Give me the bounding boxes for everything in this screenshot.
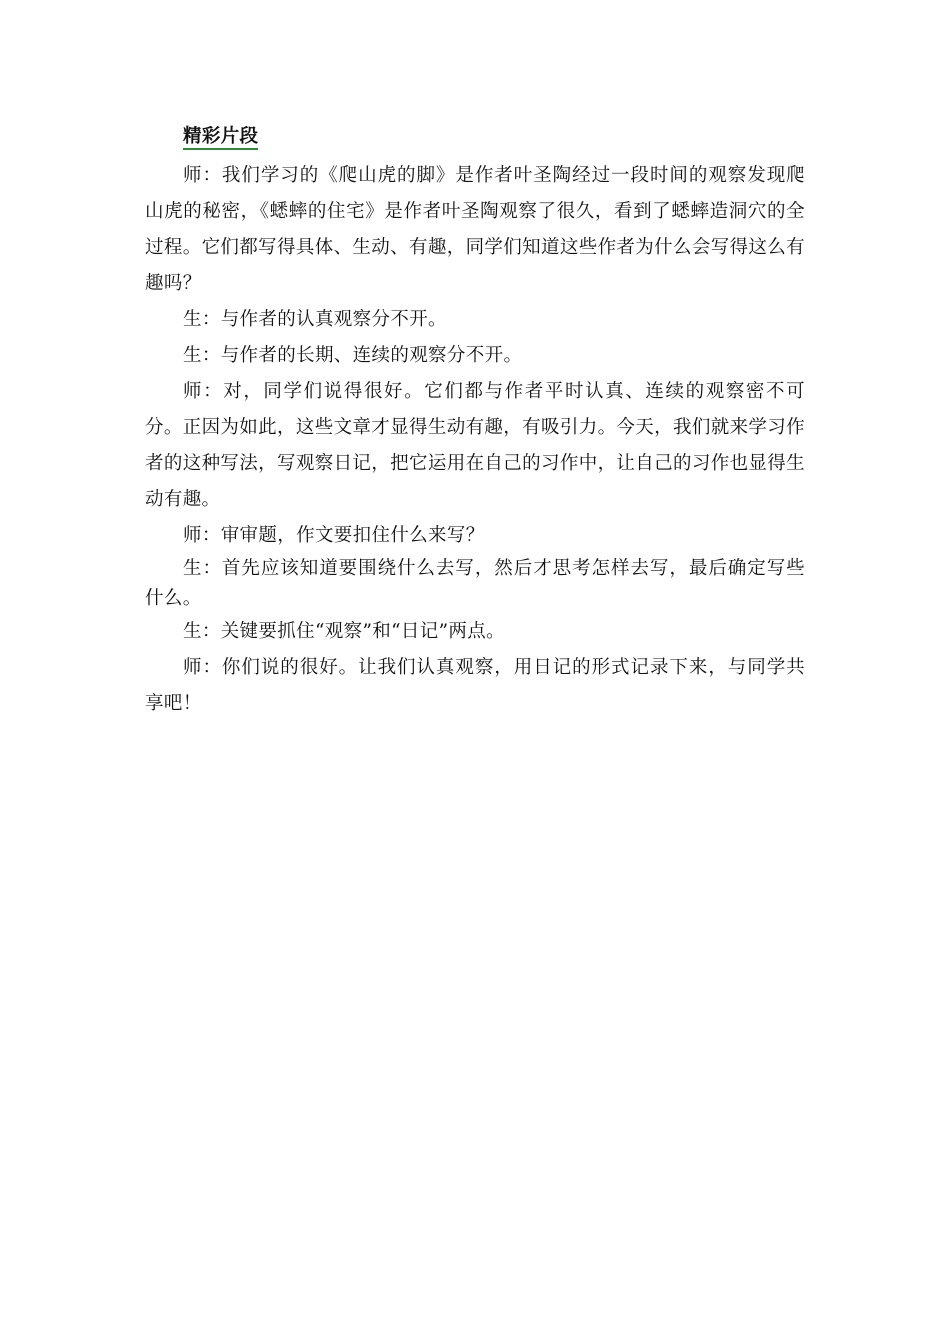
paragraph-teacher-response: 师：对，同学们说得很好。它们都与作者平时认真、连续的观察密不可分。正因为如此，这些文章才显得生动有趣，有吸引力。今天，我们就来学习作者的这种写法，写观察日记，把它运用在自己的习作中，让自己的习作也显得生动有趣。 [145,381,805,510]
paragraph-student-reply-1: 生：与作者的认真观察分不开。 [183,309,447,330]
paragraph-student-reply-2: 生：与作者的长期、连续的观察分不开。 [183,345,523,366]
paragraph-teacher-closing: 师：你们说的很好。让我们认真观察，用日记的形式记录下来，与同学共享吧！ [145,657,805,714]
document-body [145,122,805,722]
paragraph-student-reply-3: 生：首先应该知道要围绕什么去写，然后才思考怎样去写，最后确定写些什么。 [145,558,805,609]
paragraph-teacher-question: 师：审审题，作文要扣住什么来写？ [183,525,485,546]
paragraph-teacher-intro: 师：我们学习的《爬山虎的脚》是作者叶圣陶经过一段时间的观察发现爬山虎的秘密，《蟋蟀的住宅》是作者叶圣陶观察了很久，看到了蟋蟀造洞穴的全过程。它们都写得具体、生动、有趣，同学们知道这些作者为什么会写得这么有趣吗？ [145,165,805,294]
paragraph-student-reply-4: 生：关键要抓住“观察”和“日记”两点。 [183,621,505,642]
section-heading [145,122,805,158]
section-heading-text: 精彩片段 [183,126,258,150]
